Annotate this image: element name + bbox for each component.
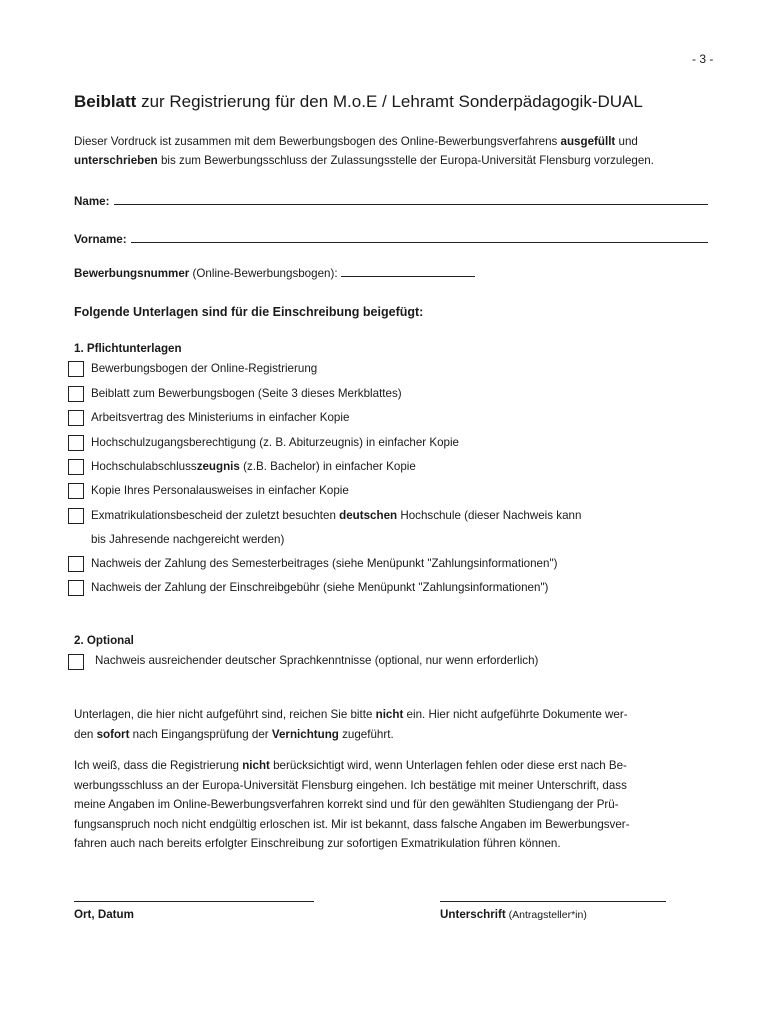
pflicht-item-4: Hochschulzugangsberechtigung (z. B. Abiturzeugnis) in einfacher Kopie <box>91 436 459 449</box>
pflicht-item-1: Bewerbungsbogen der Online-Registrierung <box>91 362 318 375</box>
name-field[interactable] <box>74 192 708 210</box>
checkbox-item-7[interactable] <box>68 508 84 524</box>
pflicht-item-5: Hochschulabschlusszeugnis (z.B. Bachelor) in einfacher Kopie <box>91 460 416 473</box>
checkbox-item-1[interactable] <box>68 361 84 377</box>
optional-item: Nachweis ausreichender deutscher Sprachkenntnisse (optional, nur wenn erforderlich) <box>95 654 539 667</box>
checkbox-item-8[interactable] <box>68 556 84 572</box>
intro-line-1: Dieser Vordruck ist zusammen mit dem Bewerbungsbogen des Online-Bewerbungsverfahrens ausgefüllt und <box>74 135 638 148</box>
name-line[interactable] <box>114 194 708 205</box>
pflicht-heading: 1. Pflichtunterlagen <box>74 342 182 355</box>
checkbox-optional[interactable] <box>68 654 84 670</box>
pflicht-item-7: Exmatrikulationsbescheid der zuletzt besuchten deutschen Hochschule (dieser Nachweis kann <box>91 509 582 522</box>
paragraph-1: Unterlagen, die hier nicht aufgeführt sind, reichen Sie bitte nicht ein. Hier nicht aufgeführte Dokumente wer- den sofort nach Eingangsprüfung der Vernichtung zugeführt. <box>74 708 628 741</box>
unterschrift-line[interactable] <box>440 900 666 902</box>
pflicht-item-3: Arbeitsvertrag des Ministeriums in einfacher Kopie <box>91 411 350 424</box>
bewerbungsnummer-note: (Online-Bewerbungsbogen): <box>189 267 338 280</box>
checkbox-item-3[interactable] <box>68 410 84 426</box>
checkbox-item-2[interactable] <box>68 386 84 402</box>
title-rest: zur Registrierung für den M.o.E / Lehramt Sonderpädagogik-DUAL <box>136 92 643 111</box>
pflicht-item-2: Beiblatt zum Bewerbungsbogen (Seite 3 dieses Merkblattes) <box>91 387 402 400</box>
pflicht-item-9: Nachweis der Zahlung der Einschreibgebühr (siehe Menüpunkt "Zahlungsinformationen") <box>91 581 549 594</box>
pflicht-item-7-continuation: bis Jahresende nachgereicht werden) <box>91 533 285 546</box>
name-label: Name: <box>74 195 110 208</box>
checkbox-item-4[interactable] <box>68 435 84 451</box>
section-heading: Folgende Unterlagen sind für die Einschreibung beigefügt: <box>74 305 424 319</box>
intro-line-2: unterschrieben bis zum Bewerbungsschluss der Zulassungsstelle der Europa-Universität Flensburg vorzulegen. <box>74 154 654 167</box>
paragraph-2: Ich weiß, dass die Registrierung nicht berücksichtigt wird, wenn Unterlagen fehlen oder diese erst nach Be- werbungsschluss an der Europa-Universität Flensburg eingehen. Ich bestätige mit meiner Unterschrift, dass meine Angaben im Online-Bewerbungsverfahren korrekt sind und für den gewählten Studiengang der Prü- fungsanspruch noch nicht endgültig erloschen ist. Mir ist bekannt, dass falsche Angaben im Bewerbungsver- fahren auch nach bereits erfolgter Einschreibung zur sofortigen Exmatrikulation führen können. <box>74 759 630 850</box>
bewerbungsnummer-line[interactable] <box>341 266 475 277</box>
ort-datum-label: Ort, Datum <box>74 908 134 921</box>
vorname-field[interactable] <box>74 230 708 248</box>
page-number: - 3 - <box>692 52 714 66</box>
unterschrift-label: Unterschrift (Antragsteller*in) <box>440 908 587 921</box>
vorname-label: Vorname: <box>74 233 127 246</box>
ort-datum-line[interactable] <box>74 900 314 902</box>
optional-heading: 2. Optional <box>74 634 134 647</box>
pflicht-item-8: Nachweis der Zahlung des Semesterbeitrages (siehe Menüpunkt "Zahlungsinformationen") <box>91 557 558 570</box>
bewerbungsnummer-field[interactable] <box>74 264 475 284</box>
bewerbungsnummer-label: Bewerbungsnummer <box>74 267 190 280</box>
document-title <box>74 92 643 112</box>
checkbox-item-9[interactable] <box>68 580 84 596</box>
title-bold: Beiblatt <box>74 92 137 111</box>
checkbox-item-6[interactable] <box>68 483 84 499</box>
pflicht-item-6: Kopie Ihres Personalausweises in einfacher Kopie <box>91 484 349 497</box>
checkbox-item-5[interactable] <box>68 459 84 475</box>
vorname-line[interactable] <box>131 232 708 243</box>
